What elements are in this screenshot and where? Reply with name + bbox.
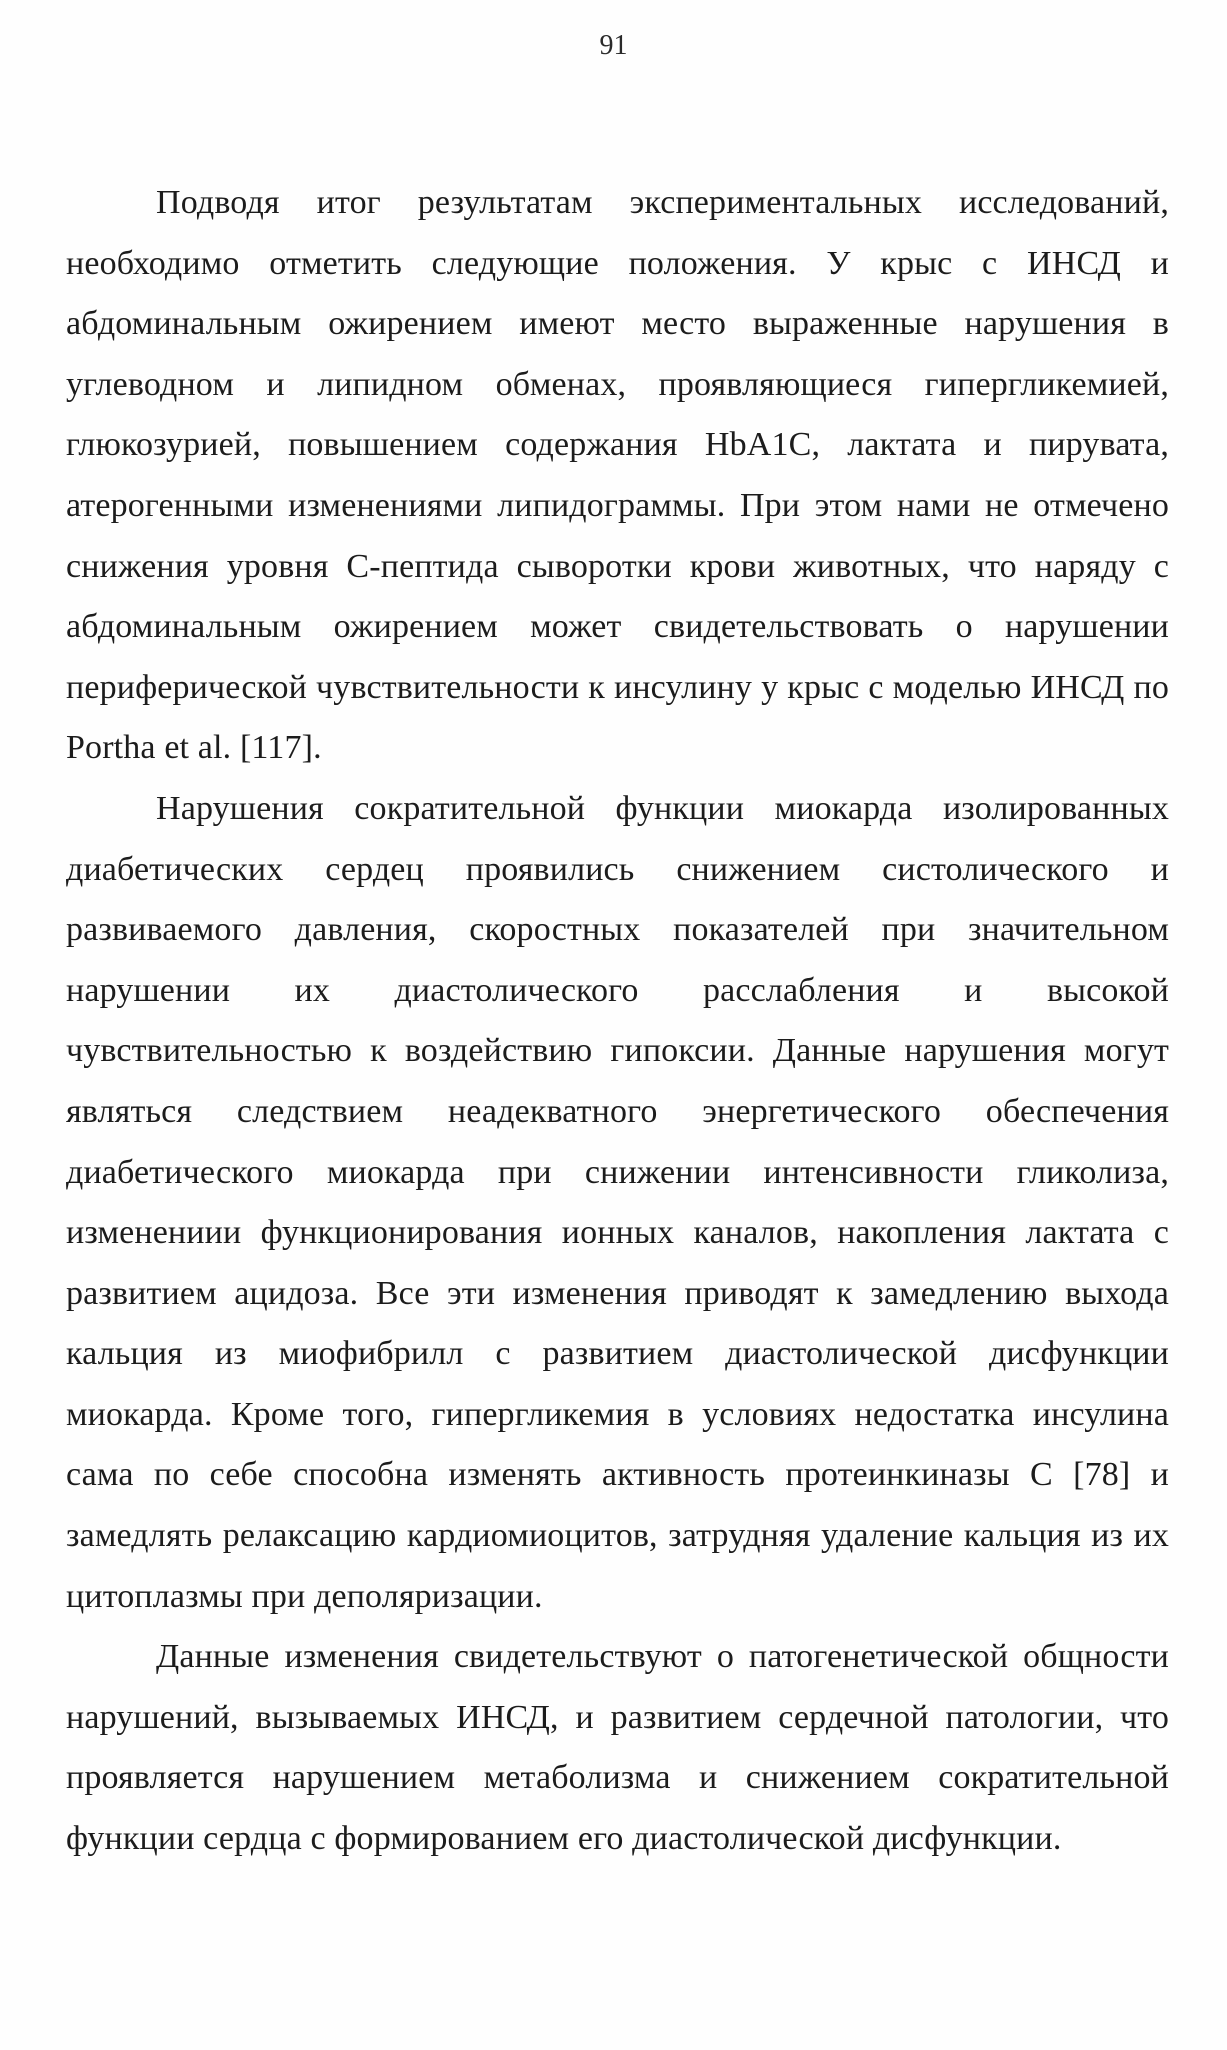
paragraph-3: Данные изменения свидетельствуют о патогенетической общности нарушений, вызываемых ИНСД, и развитием сердечной патологии, что проявляется нарушением метаболизма и снижением сократительной функции сердца с формированием его диастолической дисфункции. bbox=[66, 1638, 1169, 1858]
body-text bbox=[66, 173, 1169, 1870]
paragraph-1: Подводя итог результатам экспериментальных исследований, необходимо отметить следующие положения. У крыс с ИНСД и абдоминальным ожирением имеют место выраженные нарушения в углеводном и липидном обменах, проявляющиеся гипергликемией, глюкозурией, повышением содержания HbA1C, лактата и пирувата, атерогенными изменениями липидограммы. При этом нами не отмечено снижения уровня С-пептида сыворотки крови животных, что наряду с абдоминальным ожирением может свидетельствовать о нарушении периферической чувствительности к инсулину у крыс с моделью ИНСД по Portha et al. [117]. bbox=[66, 184, 1169, 767]
paragraph-2: Нарушения сократительной функции миокарда изолированных диабетических сердец проявились снижением систолического и развиваемого давления, скоростных показателей при значительном нарушении их диастолического расслабления и высокой чувствительностью к воздействию гипоксии. Данные нарушения могут являться следствием неадекватного энергетического обеспечения диабетического миокарда при снижении интенсивности гликолиза, изменениии функционирования ионных каналов, накопления лактата с развитием ацидоза. Все эти изменения приводят к замедлению выхода кальция из миофибрилл с развитием диастолической дисфункции миокарда. Кроме того, гипергликемия в условиях недостатка инсулина сама по себе способна изменять активность протеинкиназы С [78] и замедлять релаксацию кардиомиоцитов, затрудняя удаление кальция из их цитоплазмы при деполяризации. bbox=[66, 789, 1169, 1615]
page-number: 91 bbox=[599, 30, 628, 61]
